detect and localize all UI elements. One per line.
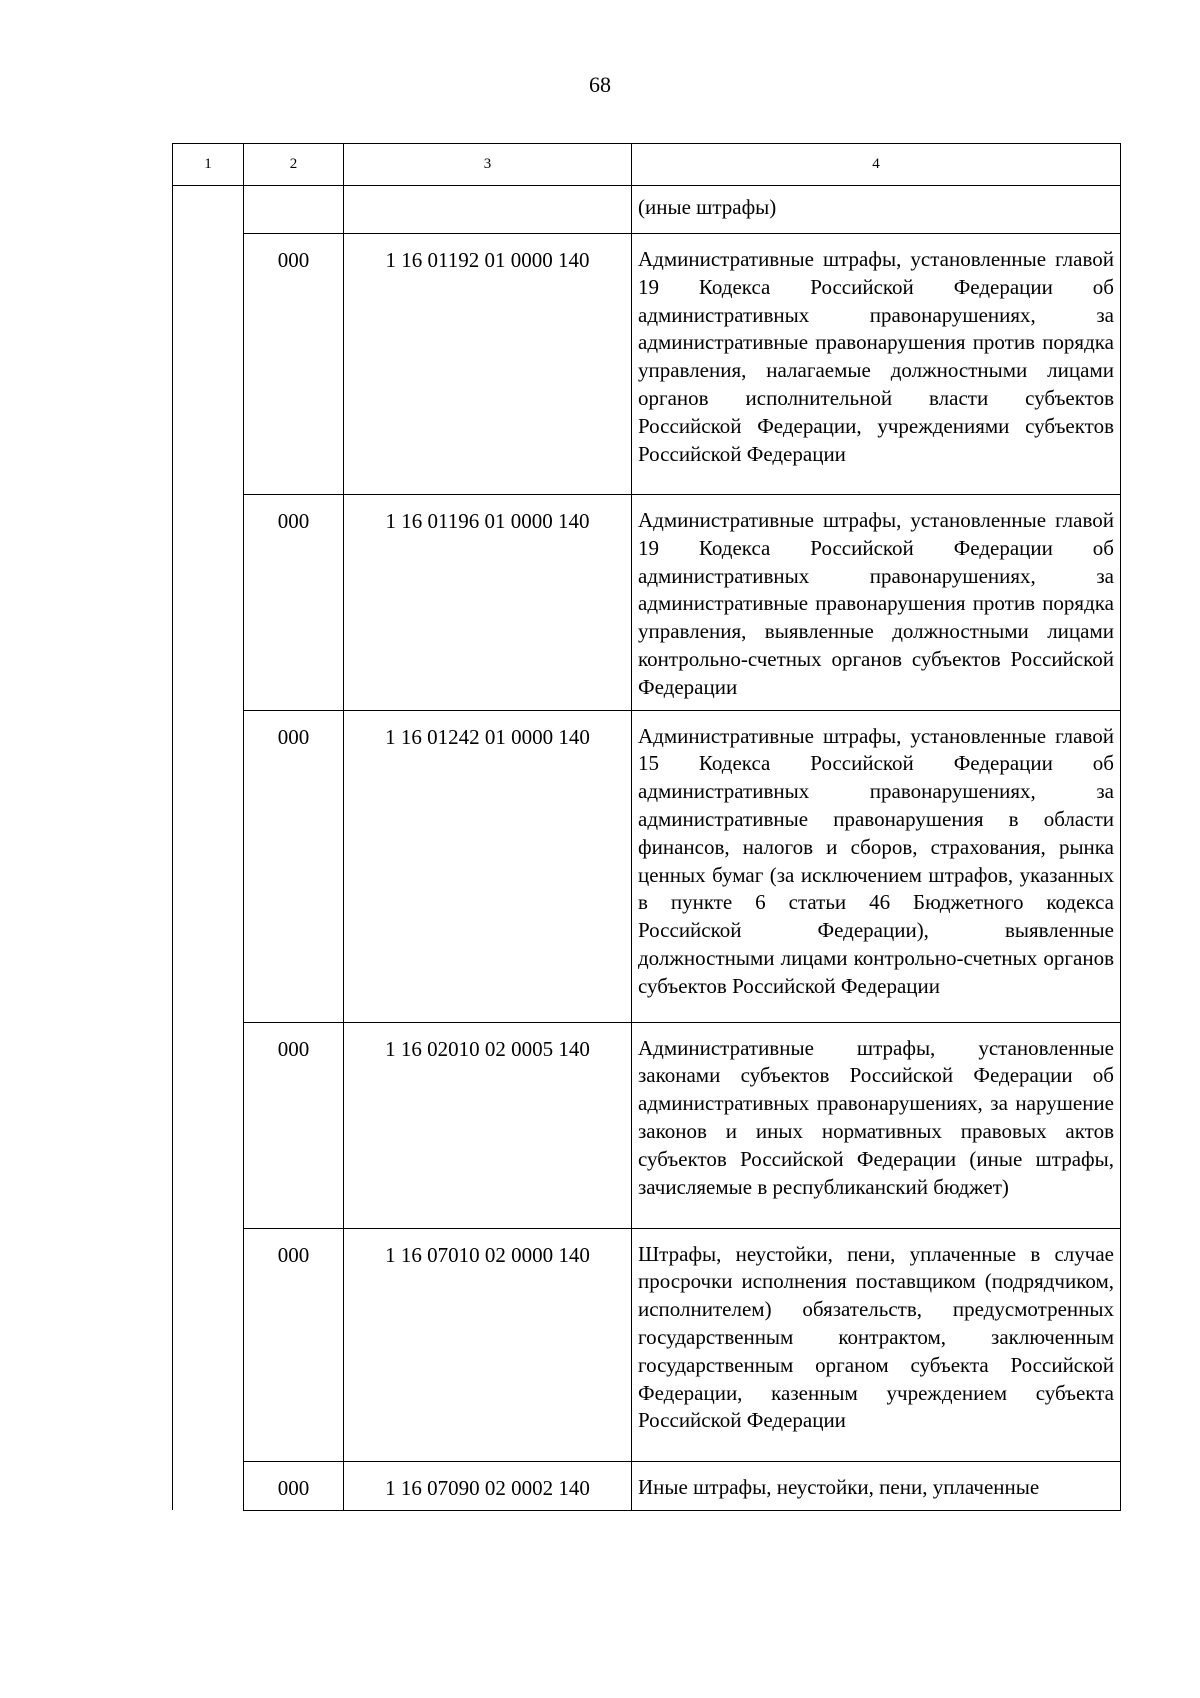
- header-col-4: 4: [632, 144, 1121, 186]
- table-header-row: [173, 144, 1121, 186]
- admin-code-cell: 000: [244, 710, 344, 1022]
- income-code-cell: 1 16 07090 02 0002 140: [344, 1461, 632, 1510]
- admin-code-cell: 000: [244, 495, 344, 711]
- description-cell: Штрафы, неустойки, пени, уплаченные в случае просрочки исполнения поставщиком (подрядчиком, исполнителем) обязательств, предусмотренных государственным контрактом, заключенным государственным органом субъекта Российской Федерации, казенным учреждением субъекта Российской Федерации: [632, 1228, 1121, 1461]
- income-code-cell: [344, 186, 632, 234]
- table-row: [173, 186, 1121, 234]
- income-code-cell: 1 16 01242 01 0000 140: [344, 710, 632, 1022]
- income-code-cell: 1 16 07010 02 0000 140: [344, 1228, 632, 1461]
- admin-code-cell: 000: [244, 234, 344, 495]
- description-cell: Административные штрафы, установленные главой 15 Кодекса Российской Федерации об административных правонарушениях, за административные правонарушения в области финансов, налогов и сборов, страхования, рынка ценных бумаг (за исключением штрафов, указанных в пункте 6 статьи 46 Бюджетного кодекса Российской Федерации), выявленные должностными лицами контрольно-счетных органов субъектов Российской Федерации: [632, 710, 1121, 1022]
- table-row: [173, 1461, 1121, 1510]
- income-code-cell: 1 16 01192 01 0000 140: [344, 234, 632, 495]
- table-row: [173, 1228, 1121, 1461]
- table-row: [173, 234, 1121, 495]
- admin-code-cell: 000: [244, 1228, 344, 1461]
- description-cell: (иные штрафы): [632, 186, 1121, 234]
- income-code-cell: 1 16 02010 02 0005 140: [344, 1022, 632, 1228]
- table-row: [173, 710, 1121, 1022]
- description-cell: Иные штрафы, неустойки, пени, уплаченные: [632, 1461, 1121, 1510]
- page-number: 68: [589, 72, 611, 97]
- admin-code-cell: [244, 186, 344, 234]
- income-code-cell: 1 16 01196 01 0000 140: [344, 495, 632, 711]
- header-col-1: 1: [173, 144, 244, 186]
- column-1-cell: [173, 186, 244, 1511]
- table-row: [173, 1022, 1121, 1228]
- header-col-2: 2: [244, 144, 344, 186]
- description-cell: Административные штрафы, установленные главой 19 Кодекса Российской Федерации об административных правонарушениях, за административные правонарушения против порядка управления, налагаемые должностными лицами органов исполнительной власти субъектов Российской Федерации, учреждениями субъектов Российской Федерации: [632, 234, 1121, 495]
- admin-code-cell: 000: [244, 1022, 344, 1228]
- description-cell: Административные штрафы, установленные законами субъектов Российской Федерации об административных правонарушениях, за нарушение законов и иных нормативных правовых актов субъектов Российской Федерации (иные штрафы, зачисляемые в республиканский бюджет): [632, 1022, 1121, 1228]
- header-col-3: 3: [344, 144, 632, 186]
- admin-code-cell: 000: [244, 1461, 344, 1510]
- table-row: [173, 495, 1121, 711]
- description-cell: Административные штрафы, установленные главой 19 Кодекса Российской Федерации об административных правонарушениях, за административные правонарушения против порядка управления, выявленные должностными лицами контрольно-счетных органов субъектов Российской Федерации: [632, 495, 1121, 711]
- budget-classification-table: [172, 143, 1121, 1511]
